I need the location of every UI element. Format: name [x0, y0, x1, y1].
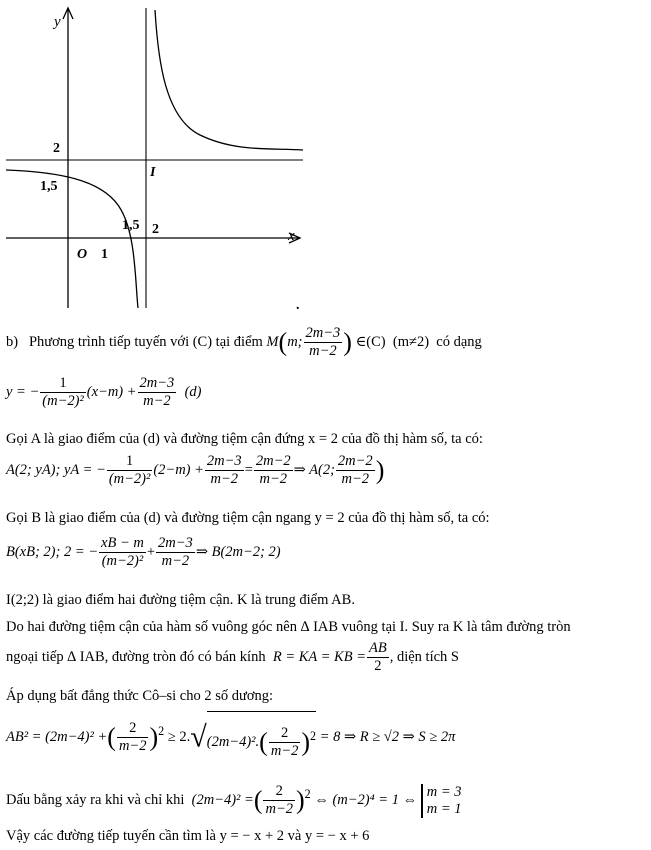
tangent-fraction-2: $\frac{2m-3}{m-2}$: [139, 375, 175, 410]
curve-right-branch: [155, 10, 303, 150]
part-b-text: Phương trình tiếp tuyến với (C) tại điểm: [28, 333, 263, 350]
tangent-label-d: (d): [184, 384, 202, 400]
tick-label-2-x: 2: [152, 222, 159, 237]
text-cauchy: Áp dụng bất đẳng thức Cô–si cho 2 số dương:: [6, 688, 274, 704]
function-graph: [0, 0, 310, 315]
equality-line: Dấu bằng xảy ra khi và chỉ khi (2m−4)² =( $\frac{2}{m-2}$ )$^2$ ⇔ (m−2)⁴ = 1 ⇔ m = 3 m = 1: [6, 783, 462, 817]
tangent-lhs: y = −: [6, 384, 40, 400]
point-I-label: I: [150, 165, 156, 180]
tangent-fraction-1: $\frac{1}{\text{(m−2)²}}$: [42, 375, 84, 410]
part-b-line: b) Phương trình tiếp tuyến với (C) tại điểm M(m; $\frac{2m-3}{m-2}$ ) ∈(C) (m≠2) có dạng: [6, 325, 482, 359]
in-C: ∈(C): [355, 333, 386, 350]
point-M: M: [266, 333, 279, 350]
y-axis-label: y: [54, 14, 61, 30]
equality-cases: m = 3 m = 1: [421, 784, 462, 818]
curve-left-branch: [6, 170, 138, 308]
tick-label-1-x: 1: [101, 247, 108, 262]
fraction-M: $\frac{2m-3}{m-2}$: [305, 325, 341, 359]
point-A-text: Gọi A là giao điểm của (d) và đường tiệm cận đứng x = 2 của đồ thị hàm số, ta có:: [6, 431, 483, 447]
tick-label-1-5-y: 1,5: [40, 179, 58, 194]
text-I: I(2;2) là giao điểm hai đường tiệm cận. K là trung điểm AB.: [6, 592, 355, 608]
origin-label: O: [77, 247, 88, 262]
point-B-text: Gọi B là giao điểm của (d) và đường tiệm cận ngang y = 2 của đồ thị hàm số, ta có:: [6, 510, 490, 526]
x-axis-label: x: [288, 228, 295, 244]
tangent-mid: (x−m) +: [86, 384, 137, 400]
tick-label-2-y: 2: [53, 141, 60, 156]
point-B-equation: B(xB; 2); 2 = − $\frac{xB - m}{\text{(m−2)²}}$ + $\frac{2m-3}{m-2}$ ⇒ B(2m−2; 2): [6, 535, 281, 570]
tick-label-1-5-x: 1,5: [122, 218, 140, 233]
part-b-text2: có dạng: [436, 333, 482, 350]
text-perpendicular: Do hai đường tiệm cận của hàm số vuông góc nên ∆ IAB vuông tại I. Suy ra K là tâm đường tròn: [6, 619, 571, 635]
point-A-equation: A(2; yA); yA = − $\frac{1}{\text{(m−2)²}}$ (2−m) + $\frac{2m-3}{m-2}$ = $\frac{2m-2}{m-2}$ ⇒ A(2; $\frac{2m-2}{m-2}$ ): [6, 453, 385, 488]
conclusion: Vậy các đường tiếp tuyến cần tìm là y = − x + 2 và y = − x + 6: [6, 828, 370, 844]
inequality-line: AB² = (2m−4)² +( $\frac{2}{m-2}$ )$^2$ ≥ 2.√(2m−4)².( $\frac{2}{m-2}$ )$^2$ = 8 ⇒ R ≥ √2 ⇒ S ≥ 2π: [6, 708, 455, 764]
m-condition: (m≠2): [392, 333, 430, 350]
m-coordinate: m;: [287, 333, 303, 350]
graph-dot: .: [296, 298, 300, 313]
part-b-prefix: b): [6, 333, 19, 350]
radius-line: ngoại tiếp ∆ IAB, đường tròn đó có bán kính R = KA = KB = $\frac{AB}{2}$ , diện tích S: [6, 640, 459, 675]
tangent-equation: [6, 372, 201, 412]
